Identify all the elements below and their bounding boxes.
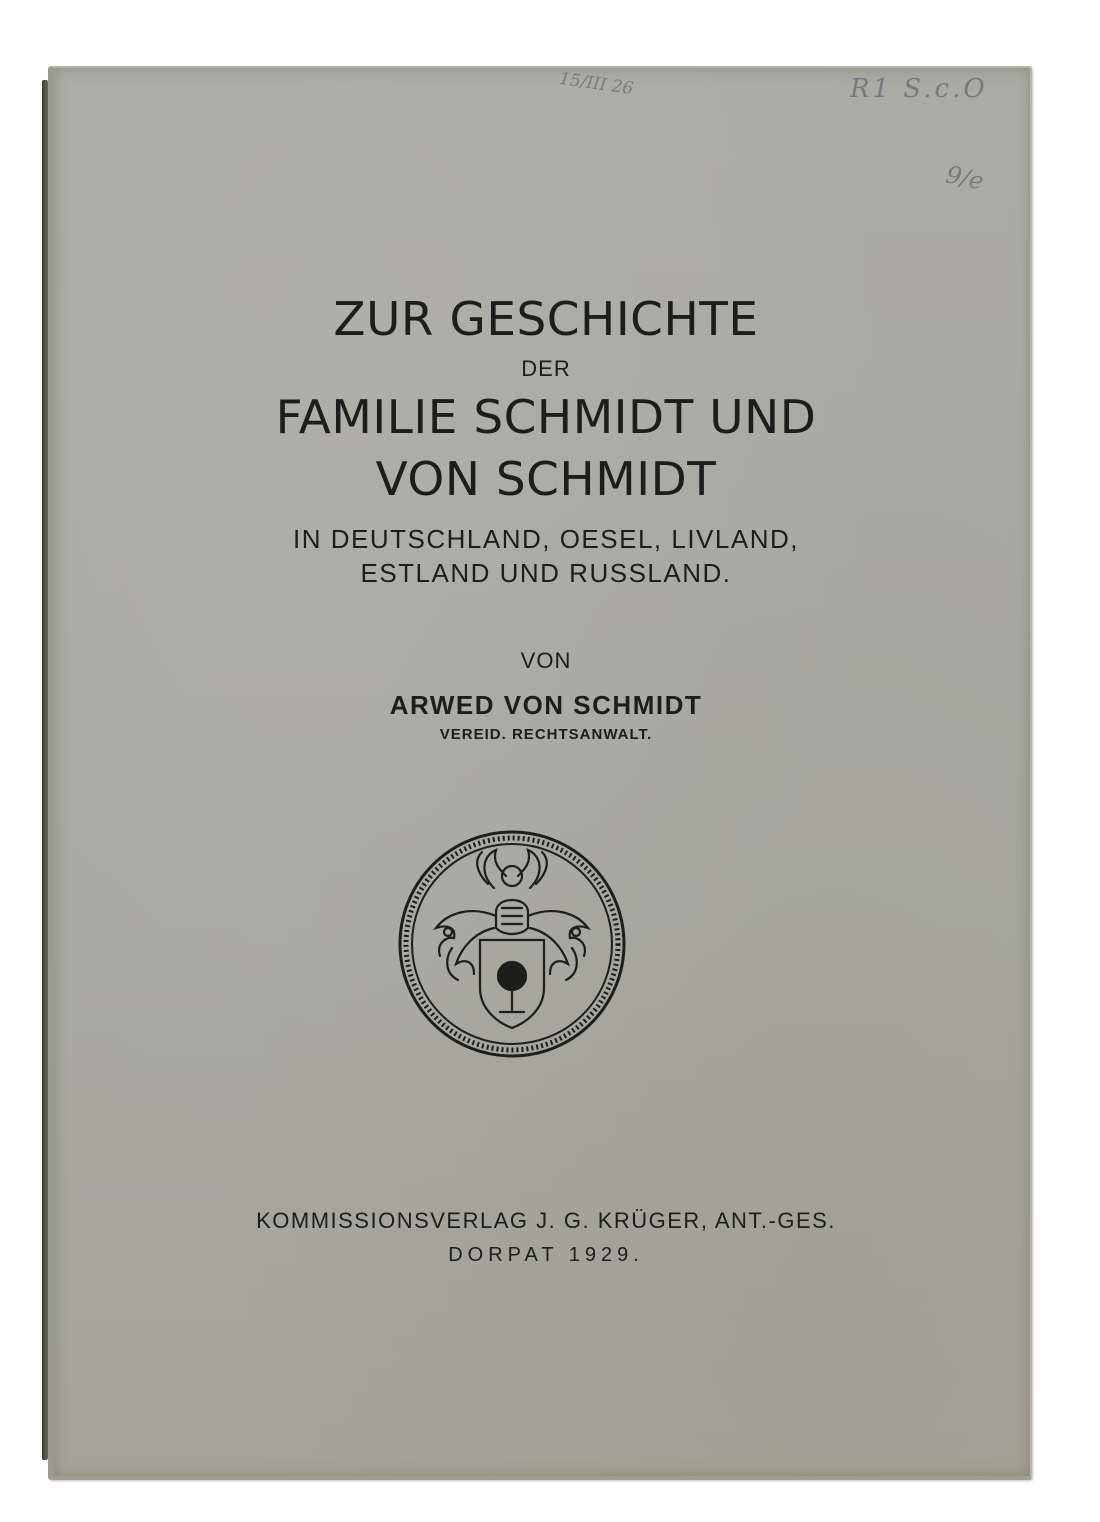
title-line-2: DER: [521, 356, 571, 381]
author-name: ARWED VON SCHMIDT: [389, 690, 703, 720]
pencil-code-note: R1 S.c.O: [850, 74, 988, 104]
pencil-date-note: 15/III 26: [557, 68, 635, 100]
publisher: KOMMISSIONSVERLAG J. G. KRÜGER, ANT.-GES.: [256, 1208, 836, 1233]
title-line-4: VON SCHMIDT: [375, 452, 717, 506]
pencil-mark-note: 9/e: [943, 160, 987, 196]
subtitle-line-1: IN DEUTSCHLAND, OESEL, LIVLAND,: [293, 524, 799, 554]
subtitle-line-2: ESTLAND UND RUSSLAND.: [360, 558, 732, 588]
coat-of-arms-seal-icon: [396, 828, 628, 1060]
title-line-3: FAMILIE SCHMIDT UND: [275, 390, 817, 444]
book-cover: [48, 66, 1032, 1480]
author-title: VEREID. RECHTSANWALT.: [439, 726, 653, 743]
title-line-1: ZUR GESCHICHTE: [333, 292, 759, 346]
place-and-year: DORPAT 1929.: [448, 1244, 644, 1266]
by-label: VON: [520, 648, 572, 673]
